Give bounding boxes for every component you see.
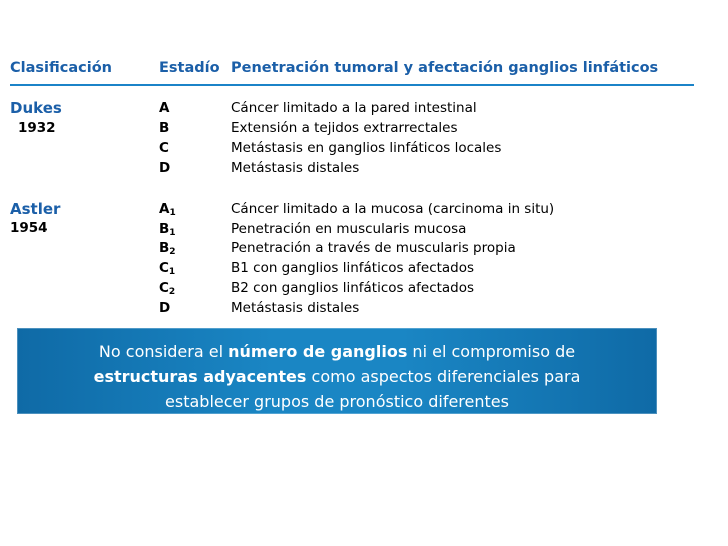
astler-year: 1954 (10, 220, 48, 236)
note-line-3: establecer grupos de pronóstico diferentes (165, 392, 509, 411)
astler-desc-b2: Penetración a través de muscularis propia (231, 240, 516, 256)
astler-code-a1: $A_1$ (159, 201, 176, 218)
astler-code-b2: $B_2$ (159, 240, 176, 257)
dukes-desc-a: Cáncer limitado a la pared intestinal (231, 100, 477, 116)
astler-name: Astler (10, 200, 61, 218)
astler-desc-d: Metástasis distales (231, 300, 360, 316)
note-box (17, 328, 657, 414)
astler-desc-b1: Penetración en muscularis mucosa (231, 221, 467, 237)
header-divider (10, 84, 694, 86)
astler-code-d: D (159, 300, 171, 316)
dukes-desc-c: Metástasis en ganglios linfáticos locales (231, 140, 502, 156)
dukes-code-a: A (159, 100, 170, 116)
dukes-code-b: B (159, 120, 170, 136)
header-clasificacion: Clasificación (10, 60, 112, 76)
astler-code-c1: $C_1$ (159, 260, 176, 277)
dukes-year: 1932 (18, 120, 56, 136)
header-penetracion: Penetración tumoral y afectación ganglios linfáticos (231, 60, 659, 76)
dukes-desc-d: Metástasis distales (231, 160, 360, 176)
note-line-2: estructuras adyacentes como aspectos diferenciales para (93, 367, 581, 386)
dukes-name: Dukes (10, 99, 62, 117)
dukes-desc-b: Extensión a tejidos extrarrectales (231, 120, 458, 136)
note-line-1: No considera el número de ganglios ni el compromiso de (98, 342, 576, 361)
astler-desc-c2: B2 con ganglios linfáticos afectados (231, 280, 475, 296)
astler-desc-c1: B1 con ganglios linfáticos afectados (231, 260, 475, 276)
dukes-code-d: D (159, 160, 171, 176)
astler-desc-a1: Cáncer limitado a la mucosa (carcinoma in situ) (231, 201, 555, 217)
astler-code-c2: $C_2$ (159, 280, 176, 297)
header-estadio: Estadío (159, 60, 220, 76)
astler-code-b1: $B_1$ (159, 221, 176, 238)
dukes-code-c: C (159, 140, 169, 156)
